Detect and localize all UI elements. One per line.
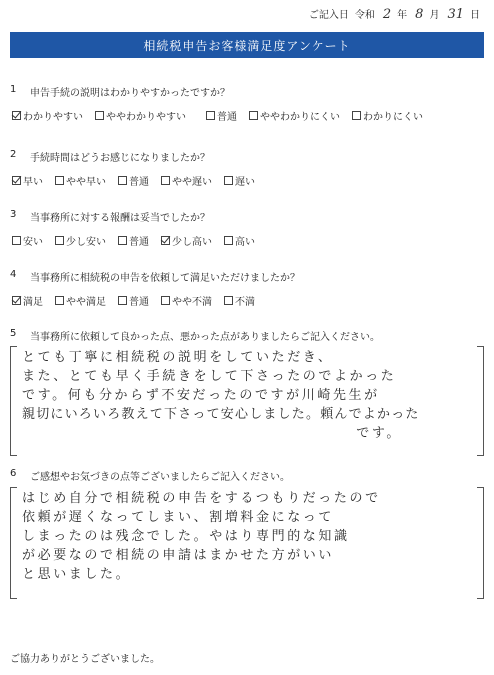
checkbox-icon [118, 236, 127, 245]
checkbox-icon [224, 296, 233, 305]
answer-line: とても丁寧に相続税の説明をしていただき、 [22, 350, 334, 365]
question-text: 当事務所に対する報酬は妥当でしたか？ [30, 213, 210, 224]
question-number: 6 [10, 468, 17, 479]
answer-line: また、とても早く手続きをして下さったのでよかった [22, 369, 397, 384]
question-3 [10, 209, 267, 248]
year-value: 2 [382, 7, 392, 22]
checkbox-icon [161, 236, 170, 245]
option-checkbox[interactable] [161, 173, 212, 188]
checkbox-icon [12, 236, 21, 245]
answer-line: が必要なので相続の申請はまかせた方がいい [22, 548, 335, 563]
option-checkbox[interactable] [224, 233, 255, 248]
bracket-left [10, 346, 17, 456]
option-label: 少し高い [172, 237, 212, 248]
option-label: 普通 [129, 177, 149, 188]
entry-date-label: ご記入日 [308, 10, 349, 21]
question-number: 4 [10, 269, 17, 280]
option-label: やや遅い [172, 177, 212, 188]
question-5 [10, 328, 380, 343]
question-number: 3 [10, 209, 17, 220]
option-checkbox[interactable] [12, 293, 43, 308]
checkbox-icon [161, 296, 170, 305]
option-label: わかりやすい [23, 112, 83, 123]
option-checkbox[interactable] [12, 108, 83, 123]
answer-line: です。何も分からず不安だったのですが川崎先生が [22, 388, 380, 403]
bracket-right [477, 346, 484, 456]
bracket-right [477, 487, 484, 599]
checkbox-icon [206, 111, 215, 120]
checkbox-icon [12, 176, 21, 185]
option-label: やや早い [66, 177, 106, 188]
option-checkbox[interactable] [95, 108, 186, 123]
q5-answer-area[interactable] [10, 346, 484, 456]
option-label: やや不満 [172, 297, 212, 308]
option-checkbox[interactable] [161, 293, 212, 308]
answer-line: 親切にいろいろ教えて下さって安心しました。頼んでよかった [22, 407, 420, 422]
option-checkbox[interactable] [55, 233, 106, 248]
era-label: 令和 [354, 10, 375, 21]
option-label: 早い [23, 177, 43, 188]
option-checkbox[interactable] [206, 108, 237, 123]
option-label: 普通 [129, 297, 149, 308]
option-label: わかりにくい [363, 112, 423, 123]
checkbox-icon [118, 296, 127, 305]
option-checkbox[interactable] [118, 173, 149, 188]
option-label: 満足 [23, 297, 43, 308]
question-4 [10, 269, 300, 308]
month-value: 8 [415, 7, 424, 22]
checkbox-icon [95, 111, 104, 120]
checkbox-icon [161, 176, 170, 185]
option-label: やや満足 [66, 297, 106, 308]
checkbox-icon [55, 296, 64, 305]
question-number: 5 [10, 328, 17, 339]
answer-line: はじめ自分で相続税の申告をするつもりだったので [22, 491, 381, 506]
day-unit: 日 [470, 10, 480, 21]
option-checkbox[interactable] [249, 108, 340, 123]
option-checkbox[interactable] [118, 293, 149, 308]
checkbox-icon [12, 111, 21, 120]
day-value: 31 [447, 7, 464, 22]
option-checkbox[interactable] [352, 108, 423, 123]
bracket-left [10, 487, 17, 599]
year-unit: 年 [397, 10, 408, 21]
checkbox-icon [12, 296, 21, 305]
question-6 [10, 468, 290, 483]
month-unit: 月 [429, 10, 440, 21]
survey-title: 相続税申告お客様満足度アンケート [10, 32, 484, 58]
question-text: 当事務所に依頼して良かった点、悪かった点がありましたらご記入ください。 [30, 332, 380, 343]
option-label: ややわかりやすい [106, 112, 186, 123]
option-label: 普通 [129, 237, 149, 248]
question-number: 1 [10, 84, 17, 95]
checkbox-icon [55, 236, 64, 245]
option-checkbox[interactable] [12, 233, 43, 248]
option-label: 少し安い [66, 237, 106, 248]
option-checkbox[interactable] [224, 173, 255, 188]
question-text: 申告手続の説明はわかりやすかったですか？ [30, 88, 230, 99]
option-checkbox[interactable] [224, 293, 255, 308]
answer-line: しまったのは残念でした。やはり専門的な知識 [22, 529, 350, 544]
option-checkbox[interactable] [55, 173, 106, 188]
option-checkbox[interactable] [118, 233, 149, 248]
option-checkbox[interactable] [161, 233, 212, 248]
answer-line: 依頼が遅くなってしまい、割増料金になって [22, 510, 335, 525]
question-text: 手続時間はどうお感じになりましたか？ [30, 153, 210, 164]
checkbox-icon [118, 176, 127, 185]
checkbox-icon [55, 176, 64, 185]
q6-answer-area[interactable] [10, 487, 484, 599]
option-label: 高い [235, 237, 255, 248]
option-checkbox[interactable] [55, 293, 106, 308]
question-2 [10, 149, 267, 188]
checkbox-icon [224, 176, 233, 185]
checkbox-icon [224, 236, 233, 245]
option-label: 遅い [235, 177, 255, 188]
option-checkbox[interactable] [12, 173, 43, 188]
thank-you-footer: ご協力ありがとうございました。 [10, 654, 160, 665]
answer-line: です。 [356, 426, 402, 441]
checkbox-icon [249, 111, 258, 120]
option-label: ややわかりにくい [260, 112, 340, 123]
question-number: 2 [10, 149, 17, 160]
option-label: 不満 [235, 297, 255, 308]
checkbox-icon [352, 111, 361, 120]
answer-line: と思いました。 [22, 567, 132, 582]
entry-date [309, 6, 480, 22]
question-1 [10, 84, 435, 123]
option-label: 安い [23, 237, 43, 248]
option-label: 普通 [217, 112, 237, 123]
question-text: 当事務所に相続税の申告を依頼して満足いただけましたか？ [30, 273, 300, 284]
question-text: ご感想やお気づきの点等ございましたらご記入ください。 [30, 472, 290, 483]
